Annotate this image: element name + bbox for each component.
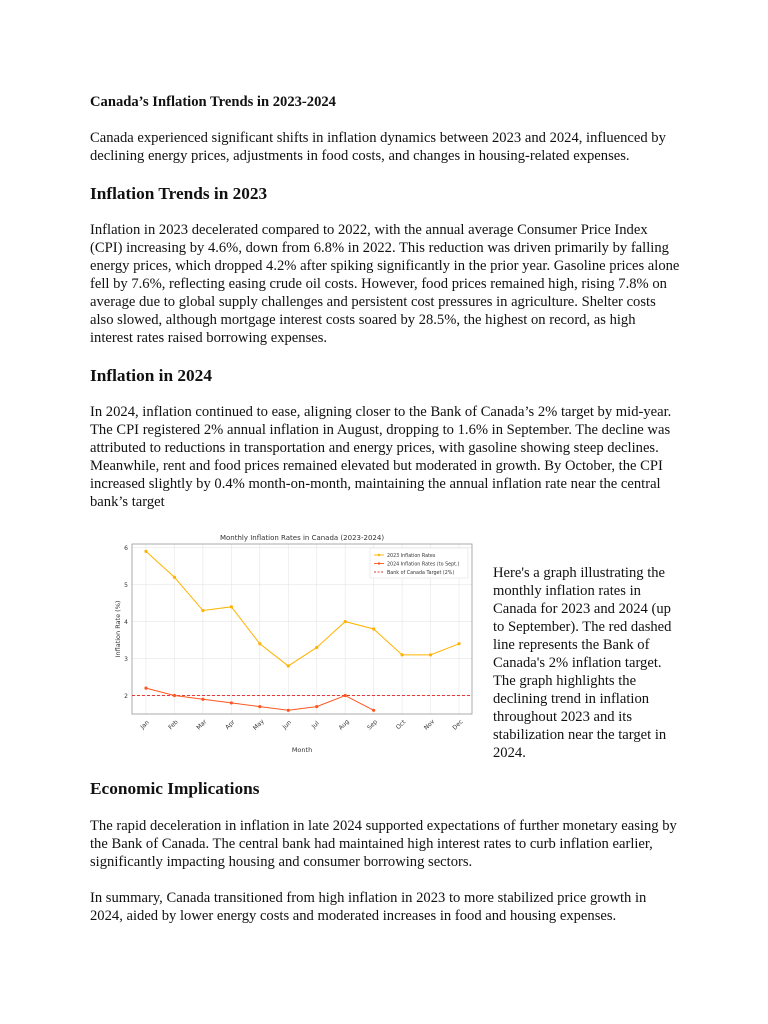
series-0-point-apr: [230, 605, 233, 608]
x-tick-label-jun: Jun: [281, 719, 294, 731]
x-tick-label-may: May: [251, 718, 266, 732]
series-1-point-aug: [344, 694, 347, 697]
series-0-point-jan: [144, 550, 147, 553]
y-tick-label-4: 6: [124, 545, 128, 553]
series-1-point-jun: [287, 709, 290, 712]
x-tick-label-oct: Oct: [394, 718, 408, 732]
series-0-point-sep: [372, 627, 375, 630]
chart-caption: Here's a graph illustrating the monthly inflation rates in Canada for 2023 and 2024 (up to September). The red dashed line represents the Bank of Canada's 2% inflation target. The graph highlights the declining trend in inflation throughout 2023 and its stabilization near the target in 2024.: [493, 565, 672, 761]
series-0-point-aug: [344, 620, 347, 623]
series-0-point-jun: [287, 664, 290, 667]
y-tick-label-3: 5: [124, 582, 128, 590]
heading-inflation-2024: Inflation in 2024: [90, 366, 212, 385]
series-0-point-mar: [201, 609, 204, 612]
paragraph-summary: In summary, Canada transitioned from high inflation in 2023 to more stabilized price growth in 2024, aided by lower energy costs and moderated increases in food and housing expenses.: [90, 890, 647, 924]
y-tick-label-1: 3: [124, 656, 128, 664]
paragraph-implications: The rapid deceleration in inflation in late 2024 supported expectations of further monetary easing by the Bank of Canada. The central bank had maintained high interest rates to curb inflation earlier, significantly impacting housing and consumer borrowing sectors.: [90, 818, 677, 870]
series-1-point-jul: [315, 705, 318, 708]
series-0-point-dec: [457, 642, 460, 645]
x-tick-label-sep: Sep: [366, 718, 380, 732]
inflation-chart: [110, 528, 480, 760]
series-1-point-may: [258, 705, 261, 708]
series-0-point-oct: [400, 653, 403, 656]
x-tick-label-dec: Dec: [451, 718, 465, 732]
series-0-point-nov: [429, 653, 432, 656]
series-1-point-mar: [201, 698, 204, 701]
x-tick-label-feb: Feb: [167, 718, 180, 732]
document-title: Canada’s Inflation Trends in 2023-2024: [90, 94, 336, 110]
series-0-point-jul: [315, 646, 318, 649]
legend-label-2: Bank of Canada Target (2%): [387, 570, 455, 576]
y-axis-label: Inflation Rate (%): [114, 600, 122, 658]
series-1-point-feb: [173, 694, 176, 697]
x-tick-label-aug: Aug: [337, 718, 351, 732]
paragraph-2024: In 2024, inflation continued to ease, aligning closer to the Bank of Canada’s 2% target by mid-year. The CPI registered 2% annual inflation in August, dropping to 1.6% in September. The decline was attributed to reductions in transportation and energy prices, with gasoline showing steep declines. Meanwhile, rent and food prices remained elevated but moderated in growth. By October, the CPI increased slightly by 0.4% month-on-month, maintaining the annual inflation rate near the central bank’s target: [90, 404, 672, 510]
paragraph-2023: Inflation in 2023 decelerated compared to 2022, with the annual average Consumer Price Index (CPI) increasing by 4.6%, down from 6.8% in 2022. This reduction was driven primarily by falling energy prices, which dropped 4.2% after spiking significantly in the prior year. Gasoline prices alone fell by 7.6%, reflecting easing crude oil costs. However, food prices remained high, rising 7.8% on average due to global supply challenges and persistent cost pressures in agriculture. Shelter costs also slowed, although mortgage interest costs soared by 28.5%, the highest on record, as high interest rates raised borrowing expenses.: [90, 222, 680, 346]
series-0-point-may: [258, 642, 261, 645]
heading-economic-implications: Economic Implications: [90, 779, 260, 798]
series-1-point-sep: [372, 709, 375, 712]
x-tick-label-apr: Apr: [224, 718, 237, 732]
x-tick-label-nov: Nov: [422, 718, 437, 732]
legend-label-1: 2024 Inflation Rates (to Sept.): [387, 562, 460, 568]
legend-label-0: 2023 Inflation Rates: [387, 553, 436, 559]
heading-inflation-2023: Inflation Trends in 2023: [90, 184, 268, 203]
series-0-point-feb: [173, 576, 176, 579]
x-tick-label-jan: Jan: [139, 719, 151, 731]
x-tick-label-jul: Jul: [310, 719, 321, 730]
inflation-chart-svg: [110, 528, 480, 760]
chart-title: Monthly Inflation Rates in Canada (2023-2024): [219, 534, 385, 542]
series-1-point-apr: [230, 701, 233, 704]
y-tick-label-0: 2: [124, 693, 128, 701]
legend-marker-0: [378, 554, 380, 556]
x-axis-label: Month: [291, 746, 313, 754]
y-tick-label-2: 4: [124, 619, 128, 627]
intro-paragraph: Canada experienced significant shifts in inflation dynamics between 2023 and 2024, influenced by declining energy prices, adjustments in food costs, and changes in housing-related expenses.: [90, 130, 666, 164]
x-tick-label-mar: Mar: [195, 718, 209, 732]
legend-marker-1: [378, 562, 380, 564]
series-1-point-jan: [144, 687, 147, 690]
